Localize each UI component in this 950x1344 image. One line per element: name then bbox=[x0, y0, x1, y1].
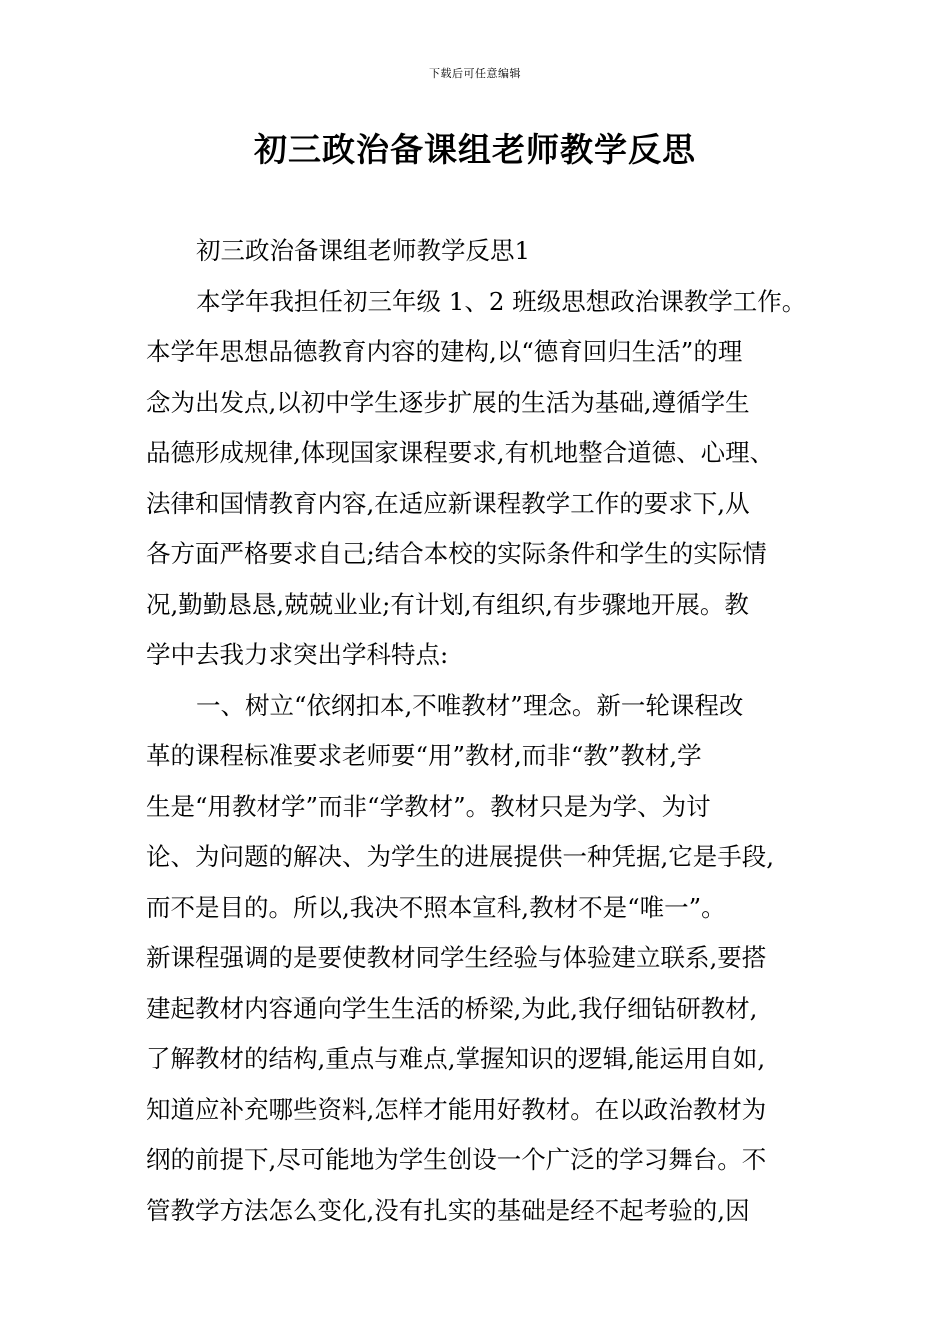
page-header-note: 下载后可任意编辑 bbox=[429, 67, 521, 80]
paragraph-line: 各方面严格要求自己;结合本校的实际条件和学生的实际情 bbox=[146, 539, 767, 568]
paragraph-line: 生是“用教材学”而非“学教材”。教材只是为学、为讨 bbox=[146, 791, 711, 821]
document-title: 初三政治备课组老师教学反思 bbox=[254, 130, 696, 169]
paragraph-line: 品德形成规律,体现国家课程要求,有机地整合道德、心理、 bbox=[146, 438, 775, 467]
document-body bbox=[146, 226, 836, 1236]
paragraph-line: 知道应补充哪些资料,怎样才能用好教材。在以政治教材为 bbox=[146, 1094, 767, 1124]
paragraph-line: 了解教材的结构,重点与难点,掌握知识的逻辑,能运用自如, bbox=[146, 1044, 766, 1073]
paragraph-line: 而不是目的。所以,我决不照本宣科,教材不是“唯一”。 bbox=[146, 892, 726, 922]
paragraph-line: 纲的前提下,尽可能地为学生创设一个广泛的学习舞台。不 bbox=[146, 1145, 767, 1174]
paragraph-line: 况,勤勤恳恳,兢兢业业;有计划,有组织,有步骤地开展。教 bbox=[146, 589, 749, 619]
paragraph-line: 建起教材内容通向学生生活的桥梁,为此,我仔细钻研教材, bbox=[146, 993, 758, 1023]
paragraph-line: 管教学方法怎么变化,没有扎实的基础是经不起考验的,因 bbox=[146, 1195, 750, 1225]
paragraph-line: 革的课程标准要求老师要“用”教材,而非“教”教材,学 bbox=[146, 741, 702, 770]
paragraph-line: 学中去我力求突出学科特点: bbox=[146, 640, 449, 669]
paragraph-line: 念为出发点,以初中学生逐步扩展的生活为基础,遵循学生 bbox=[146, 387, 750, 417]
paragraph-line: 新课程强调的是要使教材同学生经验与体验建立联系,要搭 bbox=[146, 943, 767, 972]
paragraph-line: 法律和国情教育内容,在适应新课程教学工作的要求下,从 bbox=[146, 488, 750, 518]
section-heading: 初三政治备课组老师教学反思1 bbox=[196, 236, 531, 265]
paragraph-line: 一、树立“依纲扣本,不唯教材”理念。新一轮课程改 bbox=[196, 690, 744, 720]
paragraph-line: 论、为问题的解决、为学生的进展提供一种凭据,它是手段, bbox=[146, 842, 775, 871]
paragraph-line: 本学年思想品德教育内容的建构,以“德育回归生活”的理 bbox=[146, 337, 743, 366]
paragraph-line: 本学年我担任初三年级 1、2 班级思想政治课教学工作。 bbox=[196, 286, 807, 316]
